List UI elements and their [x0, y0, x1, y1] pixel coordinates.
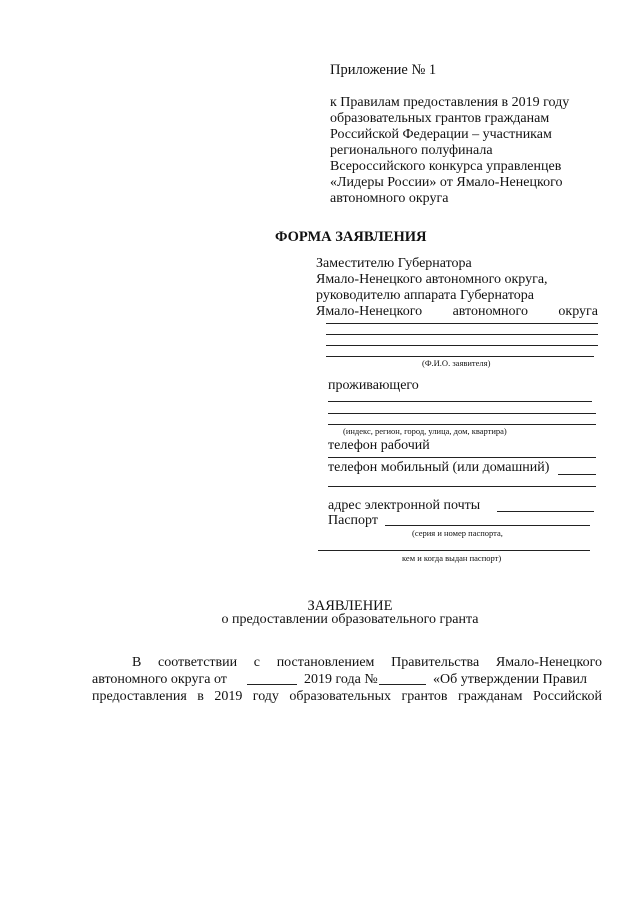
statement-word: предоставления	[92, 689, 187, 704]
statement-word: Российской	[533, 689, 602, 704]
statement-line-3	[92, 689, 602, 705]
fio-line	[326, 356, 594, 357]
work-phone-line	[328, 457, 596, 458]
appendix-line: к Правилам предоставления в 2019 году	[330, 95, 570, 110]
statement-subtitle: о предоставлении образовательного гранта	[221, 612, 479, 627]
addressee-word: Ямало-Ненецкого	[316, 304, 423, 319]
statement-word: в	[197, 689, 204, 704]
email-label: адрес электронной почты	[328, 498, 481, 513]
form-title: ФОРМА ЗАЯВЛЕНИЯ	[275, 229, 427, 245]
address-line	[328, 424, 596, 425]
addressee-line: Ямало-Ненецкого автономного округа,	[316, 272, 548, 287]
address-caption: (индекс, регион, город, улица, дом, квартира)	[343, 426, 507, 436]
mobile-phone-label: телефон мобильный (или домашний)	[328, 460, 550, 475]
statement-word: Правительства	[391, 655, 480, 670]
address-line	[328, 413, 596, 414]
addressee-block	[316, 256, 598, 320]
statement-word: соответствии	[158, 655, 238, 670]
fio-line	[326, 334, 598, 335]
date-line	[247, 684, 297, 685]
passport-number-caption: (серия и номер паспорта,	[412, 528, 503, 538]
address-line	[328, 401, 592, 402]
statement-word: грантов	[401, 689, 448, 704]
statement-word: с	[253, 655, 261, 670]
statement-line-2-prefix: автономного округа от	[92, 672, 227, 687]
statement-line-2-suffix: «Об утверждении Правил	[433, 672, 587, 687]
addressee-word: округа	[558, 304, 598, 319]
number-line	[379, 684, 426, 685]
mobile-phone-line	[558, 474, 596, 475]
statement-word: образовательных	[289, 689, 392, 704]
statement-word: В	[132, 655, 142, 670]
residing-label: проживающего	[328, 378, 419, 393]
passport-line	[385, 525, 590, 526]
appendix-line: регионального полуфинала	[330, 143, 493, 158]
passport-label: Паспорт	[328, 513, 378, 528]
appendix-line: Всероссийского конкурса управленцев	[330, 159, 562, 174]
appendix-text	[330, 95, 569, 207]
statement-word: гражданам	[458, 689, 523, 704]
addressee-last-line	[316, 304, 598, 320]
statement-word: году	[252, 689, 279, 704]
appendix-line: Российской Федерации – участникам	[330, 127, 552, 142]
addressee-word: автономного	[452, 304, 528, 319]
fio-caption: (Ф.И.О. заявителя)	[422, 358, 491, 368]
fio-line	[326, 345, 598, 346]
email-line	[497, 511, 594, 512]
addressee-line: руководителю аппарата Губернатора	[316, 288, 535, 303]
appendix-line: образовательных грантов гражданам	[330, 111, 550, 126]
statement-word: постановлением	[276, 655, 375, 670]
statement-title: ЗАЯВЛЕНИЕ	[307, 598, 393, 614]
statement-word: 2019	[214, 689, 243, 704]
statement-line-2-middle: 2019 года №	[304, 672, 378, 687]
mobile-phone-line	[328, 486, 596, 487]
appendix-line: «Лидеры России» от Ямало-Ненецкого	[330, 175, 563, 190]
statement-word: Ямало-Ненецкого	[495, 655, 602, 670]
appendix-line: автономного округа	[330, 191, 449, 206]
addressee-line: Заместителю Губернатора	[316, 256, 472, 271]
work-phone-label: телефон рабочий	[328, 438, 430, 453]
passport-issued-line	[318, 550, 590, 551]
statement-line-1	[132, 655, 602, 671]
appendix-title: Приложение № 1	[330, 62, 437, 78]
passport-issued-caption: кем и когда выдан паспорт)	[402, 553, 502, 563]
fio-line	[326, 323, 598, 324]
